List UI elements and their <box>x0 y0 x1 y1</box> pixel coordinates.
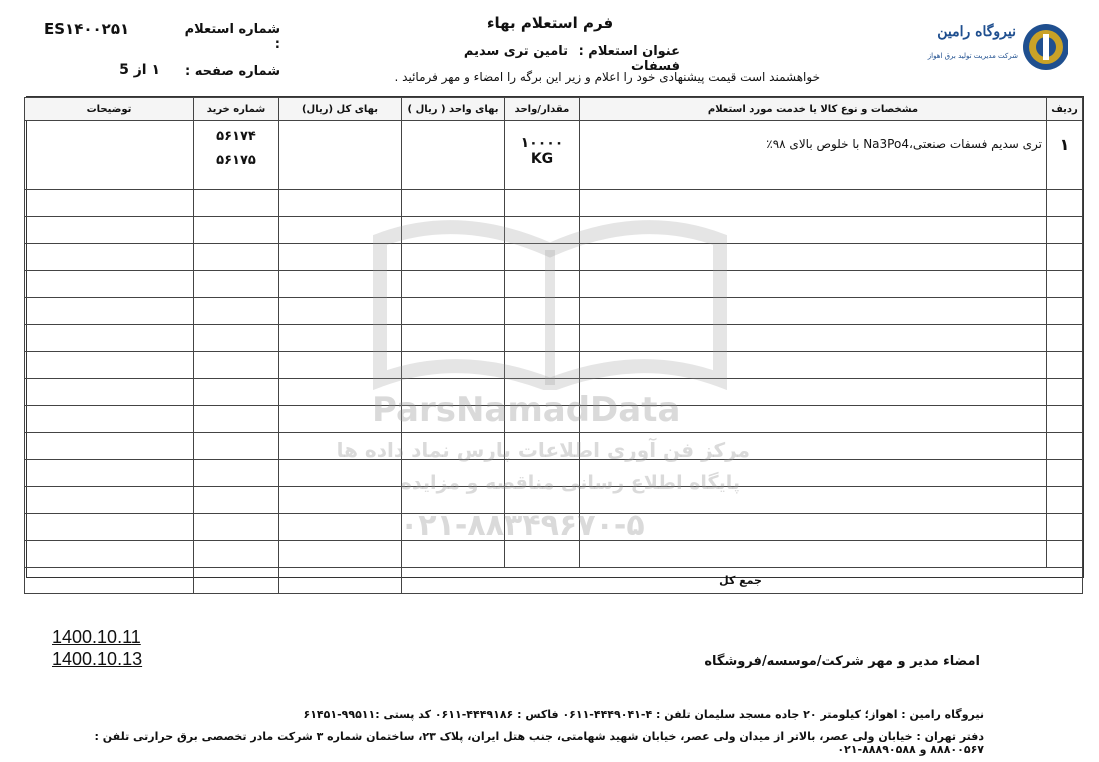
cell-row-number: ۱ <box>1047 121 1083 190</box>
column-header-purchase-number: شماره خرید <box>194 98 279 121</box>
table-row <box>25 121 1083 190</box>
empty-table-row <box>25 298 1083 325</box>
purchase-number: ۵۶۱۷۴ <box>216 129 256 144</box>
empty-table-row <box>25 190 1083 217</box>
total-empty-cell <box>194 568 279 594</box>
subject-label: عنوان استعلام : <box>578 44 680 59</box>
total-empty-cell <box>25 568 194 594</box>
inquiry-number-value: ES۱۴۰۰۲۵۱ <box>44 20 130 38</box>
cell-description: تری سدیم فسفات صنعتی،Na3Po4 با خلوص بالای ۹۸٪ <box>580 121 1047 190</box>
table-header-row <box>25 98 1083 121</box>
company-subtitle: شرکت مدیریت تولید برق اهواز <box>927 52 1018 60</box>
total-value-cell <box>279 568 402 594</box>
column-header-row-number: ردیف <box>1047 98 1083 121</box>
empty-table-row <box>25 406 1083 433</box>
total-label: جمع کل <box>402 568 1083 594</box>
instruction-text: خواهشمند است قیمت پیشنهادی خود را اعلام و زیر این برگه را امضاء و مهر فرمائید . <box>394 70 820 84</box>
column-header-description: مشخصات و نوع کالا یا خدمت مورد استعلام <box>580 98 1047 121</box>
empty-table-row <box>25 541 1083 568</box>
column-header-total-price: بهای کل (ریال) <box>279 98 402 121</box>
empty-table-row <box>25 217 1083 244</box>
watermark-brand: ParsNamadData <box>372 390 681 430</box>
plant-address: نیروگاه رامین : اهواز؛ کیلومتر ۲۰ جاده مسجد سلیمان تلفن : ۴-۴۴۴۹۰۴۱-۰۶۱۱ فاکس : ۴۴۴۹۱۸۶-۰۶۱۱ کد پستی :۹۹۵۱۱-۶۱۴۵۱ <box>303 708 984 721</box>
column-header-quantity: مقدار/واحد <box>505 98 580 121</box>
purchase-number: ۵۶۱۷۵ <box>216 153 256 168</box>
cell-notes <box>25 121 194 190</box>
empty-table-row <box>25 244 1083 271</box>
watermark-line: مرکز فن آوری اطلاعات پارس نماد داده ها <box>336 438 750 462</box>
page-number-label: شماره صفحه : <box>185 64 280 79</box>
empty-table-row <box>25 271 1083 298</box>
subject-value: تامین تری سدیم فسفات <box>463 44 680 74</box>
company-name: نیروگاه رامین <box>937 24 1016 40</box>
empty-table-row <box>25 487 1083 514</box>
cell-quantity: ۱۰۰۰۰ KG <box>505 121 580 190</box>
column-header-unit-price: بهای واحد ( ریال ) <box>402 98 505 121</box>
column-header-notes: توضیحات <box>25 98 194 121</box>
empty-table-row <box>25 433 1083 460</box>
company-logo <box>918 22 1068 72</box>
total-row <box>25 568 1083 594</box>
date-end: 1400.10.13 <box>52 649 143 669</box>
tehran-office-address: دفتر تهران : خیابان ولی عصر، بالاتر از میدان ولی عصر، خیابان شهید شهامتی، جنب هتل ایران، پلاک ۲۳، ساختمان شماره ۳ شرکت مادر تخصصی برق حرارتی تلفن : ۸۸۸۰۰۵۶۷ و ۸۸۸۹۰۵۸۸-۰۲۱ <box>94 730 984 756</box>
inquiry-table <box>26 96 1084 587</box>
form-title: فرم استعلام بهاء <box>486 14 614 32</box>
cell-unit-price <box>402 121 505 190</box>
empty-table-row <box>25 514 1083 541</box>
cell-purchase-numbers <box>194 121 279 190</box>
empty-table-row <box>25 325 1083 352</box>
handwritten-dates <box>52 626 142 670</box>
page-number-value: ۱ از 5 <box>119 62 160 78</box>
empty-table-row <box>25 379 1083 406</box>
watermark-line: پایگاه اطلاع رسانی مناقصه و مزایده <box>400 472 740 494</box>
signature-label: امضاء مدیر و مهر شرکت/موسسه/فروشگاه <box>704 654 980 669</box>
empty-table-row <box>25 352 1083 379</box>
empty-table-row <box>25 460 1083 487</box>
date-start: 1400.10.11 <box>52 627 141 647</box>
watermark-phone: ۰۲۱-۸۸۳۴۹۶۷۰-۵ <box>400 508 645 543</box>
inquiry-number-label: شماره استعلام : <box>184 22 280 52</box>
cell-total-price <box>279 121 402 190</box>
